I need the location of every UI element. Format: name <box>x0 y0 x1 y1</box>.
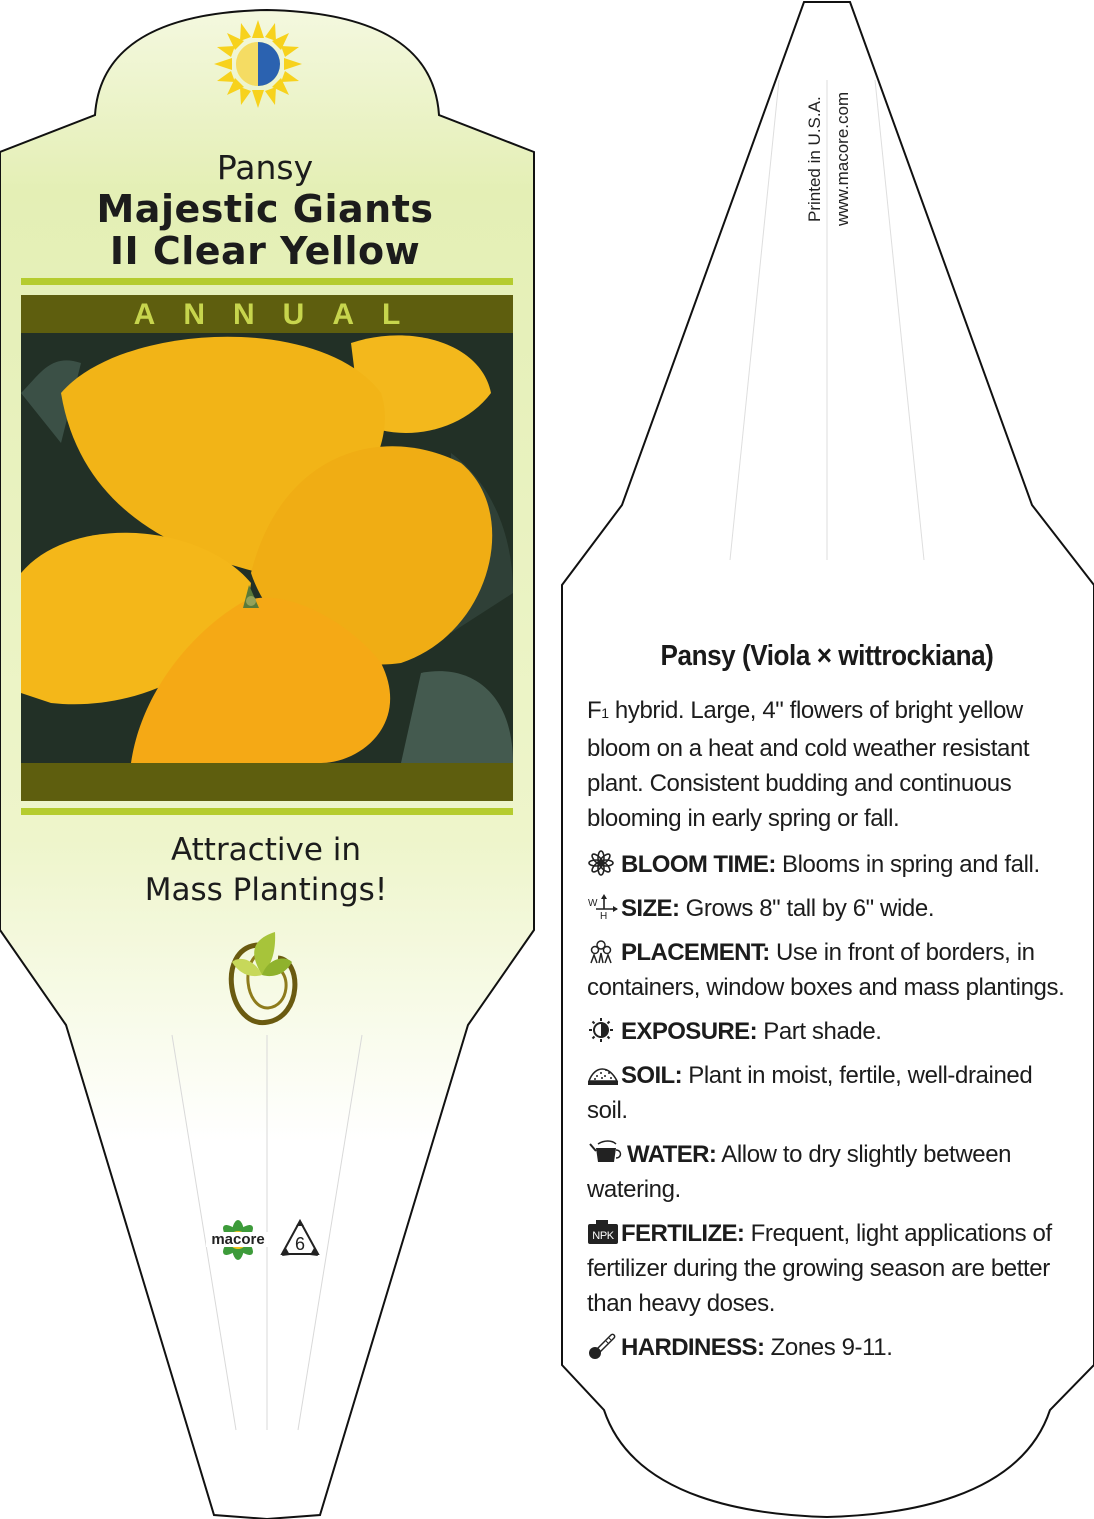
attribute-label: EXPOSURE: <box>621 1018 757 1045</box>
attribute-label: SOIL: <box>621 1062 682 1089</box>
recycle-number: 6 <box>294 1234 306 1254</box>
attribute-label: FERTILIZE: <box>621 1220 745 1247</box>
attribute-text: Zones 9-11. <box>764 1334 893 1361</box>
size-icon-w: W <box>588 898 598 909</box>
tagline-line-2: Mass Plantings! <box>144 872 388 908</box>
bottom-band <box>21 763 513 801</box>
npk-label: NPK <box>592 1230 614 1242</box>
attribute-label: BLOOM TIME: <box>621 851 776 878</box>
botanical-title: Pansy (Viola × wittrockiana) <box>660 640 994 672</box>
flower-icon <box>587 850 621 876</box>
attribute-text: Frequent, light applications of fertilizer during the growing season are better than heavy doses. <box>587 1220 1052 1317</box>
category-band <box>21 295 513 333</box>
top-accent-line <box>21 278 513 285</box>
description-subscript: 1 <box>601 705 609 721</box>
placement-icon <box>587 938 621 964</box>
attribute-label: WATER: <box>627 1141 717 1168</box>
variety-name <box>60 188 470 272</box>
size-icon <box>587 894 621 920</box>
attribute-text: Blooms in spring and fall. <box>775 851 1040 878</box>
bottom-accent-line <box>21 808 513 815</box>
attribute-water <box>587 1137 1071 1207</box>
category-label: ANNUAL <box>133 298 429 331</box>
care-info <box>587 693 1071 1374</box>
watering-can-icon <box>587 1140 627 1166</box>
attribute-fertilize <box>587 1216 1071 1321</box>
tagline <box>70 830 462 910</box>
description <box>587 693 1071 836</box>
attribute-text: Grows 8" tall by 6" wide. <box>679 895 935 922</box>
attribute-text: Allow to dry slightly between watering. <box>587 1141 1012 1203</box>
description-text: hybrid. Large, 4" flowers of bright yellow bloom on a heat and cold weather resistant plant. Consistent budding and continuous blooming in early spring or fall. <box>587 697 1030 832</box>
attribute-size <box>587 891 1071 926</box>
macore-wordmark: macore <box>211 1231 265 1248</box>
description-prefix: F <box>587 697 602 724</box>
attribute-soil <box>587 1058 1071 1128</box>
attribute-label: PLACEMENT: <box>621 939 770 966</box>
tagline-line-1: Attractive in <box>170 832 362 868</box>
attribute-hardiness <box>587 1330 1071 1365</box>
attribute-bloom-time <box>587 847 1071 882</box>
soil-icon <box>587 1061 621 1087</box>
variety-line-1: Majestic Giants <box>96 187 434 231</box>
variety-line-2: II Clear Yellow <box>109 229 421 273</box>
printed-in: Printed in U.S.A. <box>805 96 824 222</box>
flower-photo <box>21 333 513 763</box>
sun-logo <box>214 20 302 108</box>
attribute-label: SIZE: <box>621 895 680 922</box>
attribute-label: HARDINESS: <box>621 1334 765 1361</box>
size-icon-h: H <box>600 911 607 920</box>
common-name: Pansy <box>216 148 314 187</box>
fertilizer-icon <box>587 1219 621 1245</box>
thermometer-icon <box>587 1333 621 1359</box>
attribute-placement <box>587 935 1071 1005</box>
attribute-exposure <box>587 1014 1071 1049</box>
attribute-text: Part shade. <box>756 1018 882 1045</box>
print-info <box>805 60 875 230</box>
attribute-text: Plant in moist, fertile, well-drained soil. <box>587 1062 1033 1124</box>
website: www.macore.com <box>833 91 852 226</box>
attribute-text: Use in front of borders, in containers, window boxes and mass plantings. <box>587 939 1065 1001</box>
sun-icon <box>587 1017 621 1043</box>
